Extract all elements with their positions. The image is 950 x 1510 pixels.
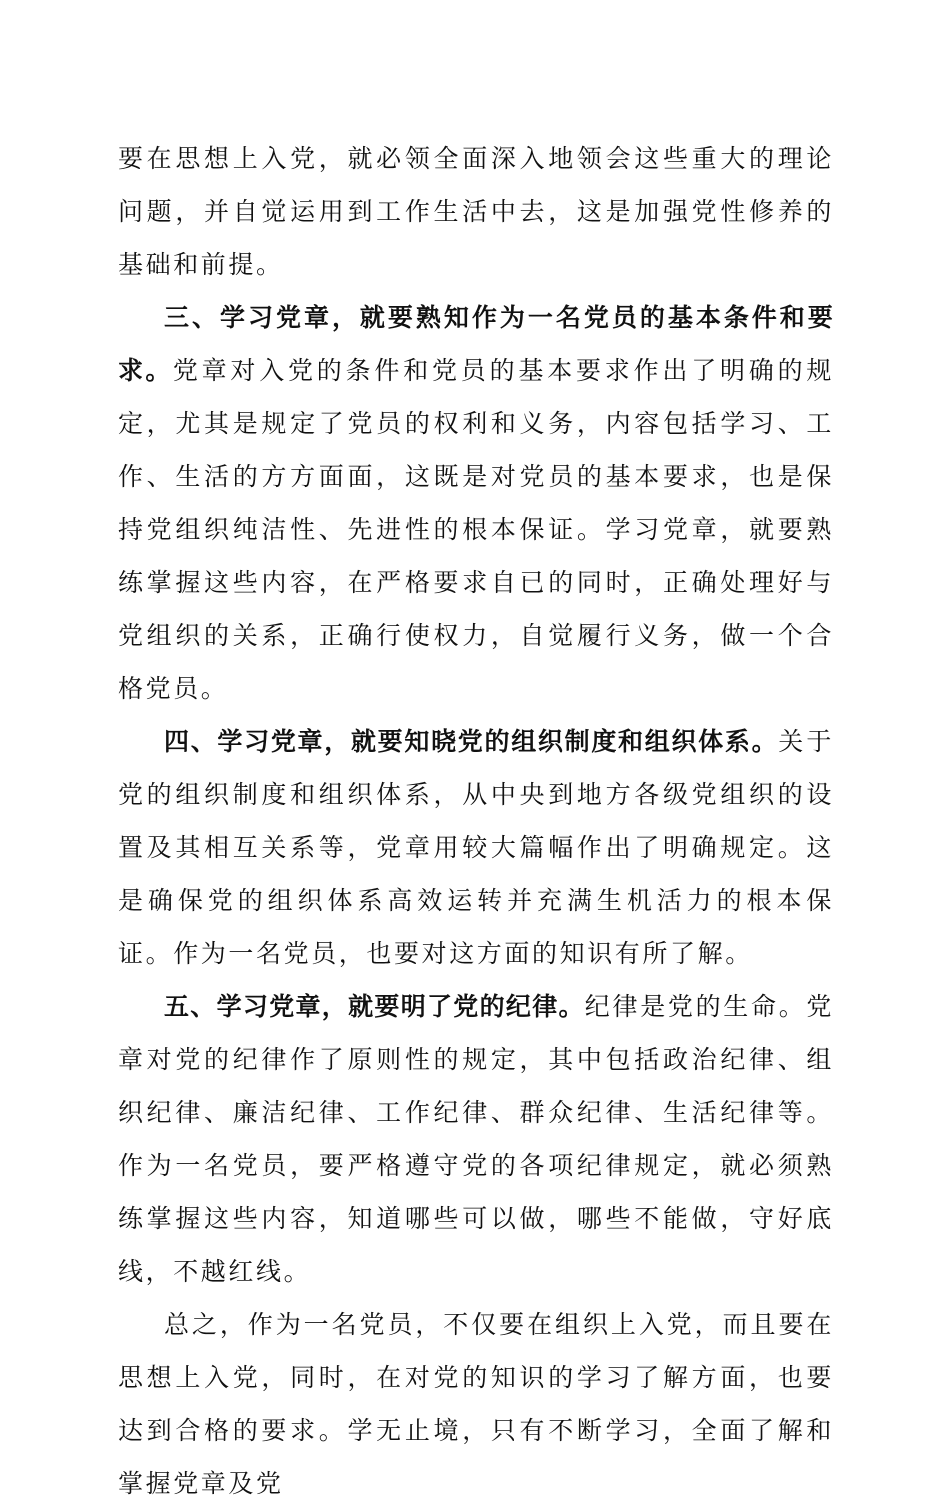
document-body — [118, 132, 834, 1510]
paragraph-text: 总之，作为一名党员，不仅要在组织上入党，而且要在思想上入党，同时，在对党的知识的学习了解方面，也要达到合格的要求。学无止境，只有不断学习，全面了解和掌握党章及党 — [118, 1310, 834, 1498]
section-three-heading: 三、学习党章，就要熟知作为一名党员的基本条件和要求。 — [118, 303, 834, 385]
paragraph-text: 关于党的组织制度和组织体系，从中央到地方各级党组织的设置及其相互关系等，党章用较大篇幅作出了明确规定。这是确保党的组织体系高效运转并充满生机活力的根本保证。作为一名党员，也要对这方面的知识有所了解。 — [118, 727, 835, 968]
paragraph-text: 党章对入党的条件和党员的基本要求作出了明确的规定，尤其是规定了党员的权利和义务，内容包括学习、工作、生活的方方面面，这既是对党员的基本要求，也是保持党组织纯洁性、先进性的根本保证。学习党章，就要熟练掌握这些内容，在严格要求自已的同时，正确处理好与党组织的关系，正确行使权力，自觉履行义务，做一个合格党员。 — [118, 356, 834, 703]
paragraph-continuation — [118, 132, 834, 291]
paragraph-section-three — [118, 291, 834, 715]
paragraph-text: 要在思想上入党，就必领全面深入地领会这些重大的理论问题，并自觉运用到工作生活中去，这是加强党性修养的基础和前提。 — [118, 144, 834, 279]
paragraph-section-five — [118, 980, 834, 1298]
paragraph-text: 纪律是党的生命。党章对党的纪律作了原则性的规定，其中包括政治纪律、组织纪律、廉洁纪律、工作纪律、群众纪律、生活纪律等。作为一名党员，要严格遵守党的各项纪律规定，就必须熟练掌握这些内容，知道哪些可以做，哪些不能做，守好底线，不越红线。 — [118, 992, 834, 1286]
paragraph-conclusion — [118, 1298, 834, 1510]
paragraph-section-four — [118, 715, 834, 980]
section-four-heading: 四、学习党章，就要知晓党的组织制度和组织体系。 — [164, 727, 779, 756]
section-five-heading: 五、学习党章，就要明了党的纪律。 — [164, 992, 585, 1021]
